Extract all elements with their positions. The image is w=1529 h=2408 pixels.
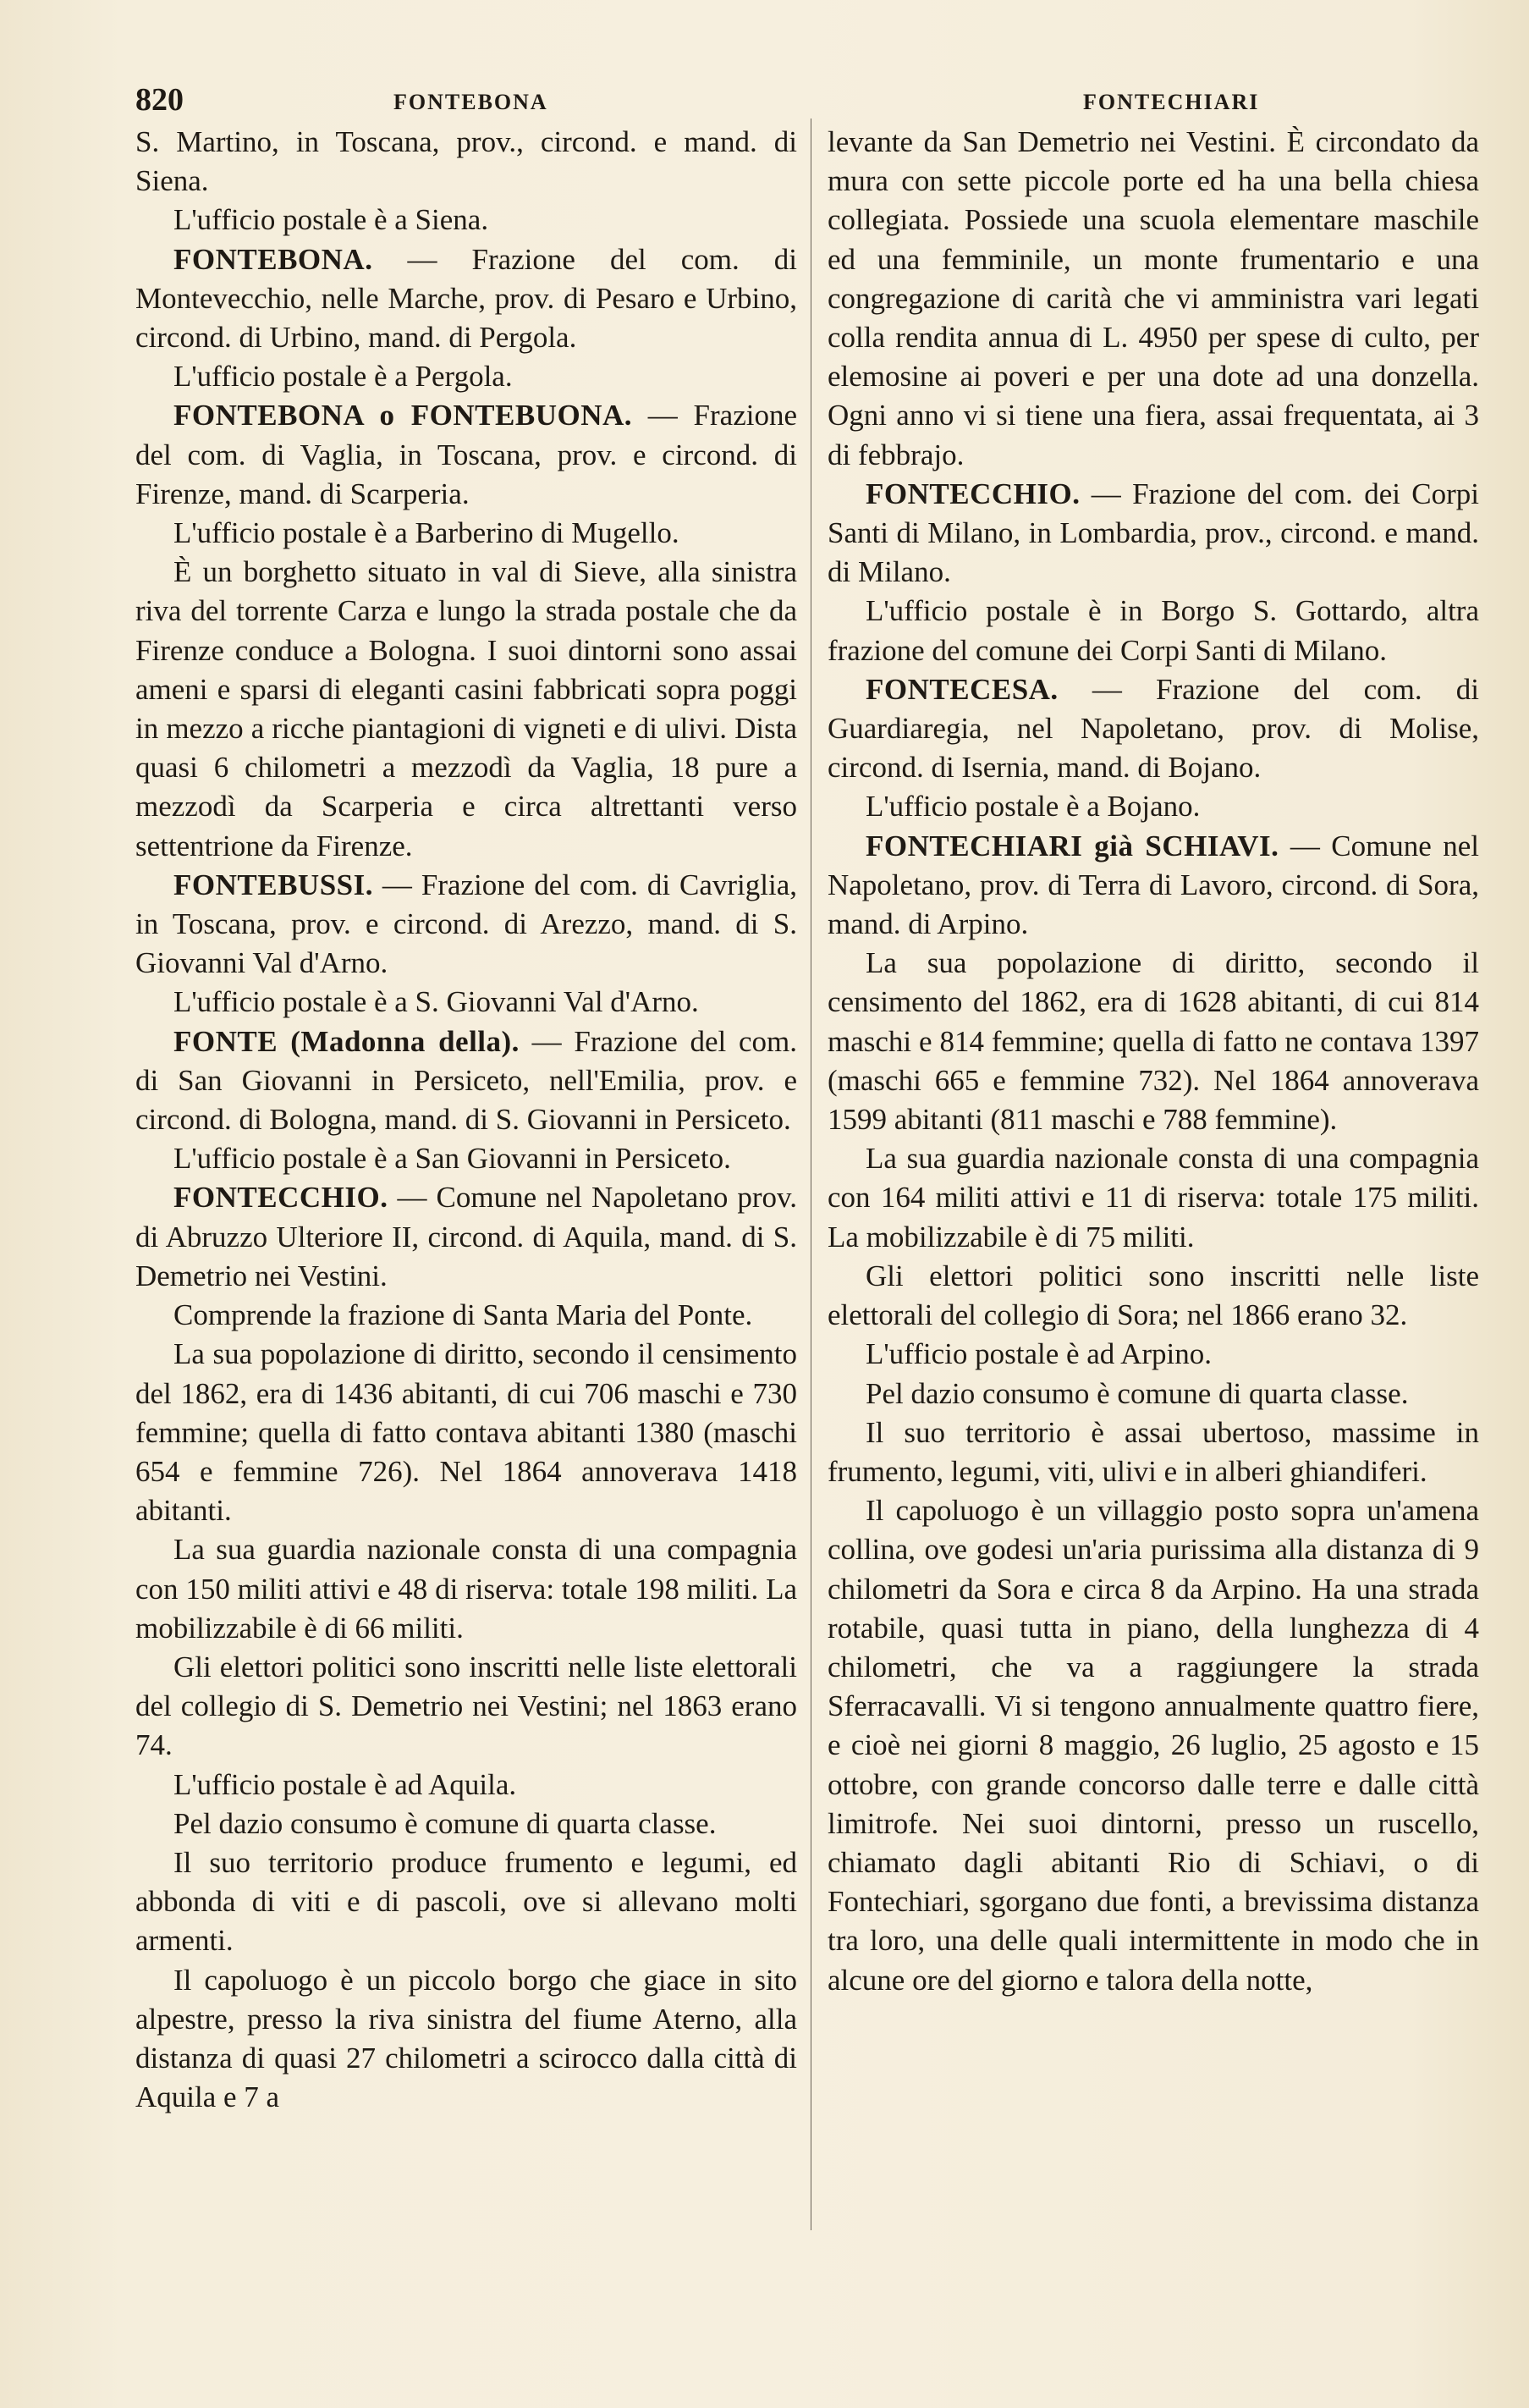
page-number: 820 [135, 82, 184, 118]
entry-paragraph [135, 1139, 797, 1178]
running-head [135, 81, 1481, 118]
entry-text: — Comune nel Napoletano prov. di Abruzzo Ulteriore II, circond. di Aquila, mand. di S. Demetrio nei Vestini. [135, 1181, 797, 1292]
entry-paragraph [135, 1843, 797, 1961]
entry-text: L'ufficio postale è a Pergola. [173, 360, 513, 394]
entry-paragraph [135, 1961, 797, 2118]
entry-text: — Comune nel Napoletano, prov. di Terra di Lavoro, circond. di Sora, mand. di Arpino. [828, 829, 1479, 941]
entry-text: Il suo territorio produce frumento e legumi, ed abbonda di viti e di pascoli, ove si allevano molti armenti. [135, 1845, 797, 1958]
entry-paragraph [828, 670, 1479, 788]
entry-headword: FONTECESA. [866, 672, 1059, 706]
entry-headword: FONTEBONA o FONTEBUONA. [173, 399, 633, 433]
entry-text: La sua guardia nazionale consta di una compagnia con 164 militi attivi e 11 di riserva: totale 175 militi. La mobilizzabile è di 75 militi. [828, 1142, 1479, 1254]
entry-paragraph [828, 1491, 1479, 2000]
entry-headword: FONTECCHIO. [866, 477, 1081, 510]
entry-paragraph [828, 1335, 1479, 1374]
entry-text: L'ufficio postale è ad Arpino. [866, 1337, 1213, 1371]
entry-text: L'ufficio postale è in Borgo S. Gottardo, altra frazione del comune dei Corpi Santi di Milano. [828, 594, 1479, 667]
entry-paragraph [135, 866, 797, 984]
left-running-head: FONTEBONA [393, 90, 548, 114]
entry-text: — Frazione del com. di Vaglia, in Toscana, prov. e circond. di Firenze, mand. di Scarperia. [135, 399, 797, 510]
entry-text: — Frazione del com. di Guardiaregia, nel Napoletano, prov. di Molise, circond. di Isernia, mand. di Bojano. [828, 672, 1479, 785]
entry-paragraph [828, 123, 1479, 475]
entry-text: La sua popolazione di diritto, secondo il censimento del 1862, era di 1628 abitanti, di cui 814 maschi e 814 femmine; quella di fatto ne contava 1397 (maschi 665 e femmine 732). Nel 1864 annoverava 1599 abitanti (811 maschi e 788 femmine). [828, 946, 1479, 1137]
entry-text: — Frazione del com. dei Corpi Santi di Milano, in Lombardia, prov., circond. e mand. di Milano. [828, 477, 1479, 589]
entry-text: Pel dazio consumo è comune di quarta classe. [173, 1806, 717, 1840]
entry-text: Il suo territorio è assai ubertoso, massime in frumento, legumi, viti, ulivi e in alberi ghiandiferi. [828, 1415, 1479, 1488]
entry-text: Il capoluogo è un piccolo borgo che giace in sito alpestre, presso la riva sinistra del fiume Aterno, alla distanza di quasi 27 chilometri a scirocco dalla città di Aquila e 7 a [135, 1963, 797, 2114]
entry-text: S. Martino, in Toscana, prov., circond. e mand. di Siena. [135, 125, 797, 198]
entry-paragraph [135, 983, 797, 1022]
entry-paragraph [828, 592, 1479, 670]
entry-paragraph [828, 475, 1479, 592]
entry-paragraph [828, 1139, 1479, 1257]
entry-paragraph [828, 1257, 1479, 1335]
entry-text: La sua popolazione di diritto, secondo il censimento del 1862, era di 1436 abitanti, di cui 706 maschi e 730 femmine; quella di fatto contava abitanti 1380 (maschi 654 e femmine 726). Nel 1864 annoverava 1418 abitanti. [135, 1337, 797, 1528]
entry-paragraph [135, 1335, 797, 1530]
left-column [135, 123, 797, 2117]
entry-paragraph [828, 944, 1479, 1139]
entry-text: Gli elettori politici sono inscritti nelle liste elettorali del collegio di Sora; nel 1866 erano 32. [828, 1259, 1479, 1332]
entry-text: — Frazione del com. di San Giovanni in Persiceto, nell'Emilia, prov. e circond. di Bologna, mand. di S. Giovanni in Persiceto. [135, 1024, 797, 1137]
entry-paragraph [135, 1530, 797, 1648]
entry-paragraph [135, 1296, 797, 1335]
entry-text: Il capoluogo è un villaggio posto sopra un'amena collina, ove godesi un'aria purissima alla distanza di 9 chilometri da Sora e circa 8 da Arpino. Ha una strada rotabile, quasi tutta in piano, della lunghezza di 4 chilometri, che va a raggiungere la strada Sferracavalli. Vi si tengono annualmente quattro fiere, e cioè nei giorni 8 maggio, 26 luglio, 25 agosto e 15 ottobre, con grande concorso dalle terre e dalle città limitrofe. Nei suoi dintorni, presso un ruscello, chiamato dagli abitanti Rio di Schiavi, o di Fontechiari, sgorgano due fonti, a brevissima distanza tra loro, una delle quali intermittente in modo che in alcune ore del giorno e talora della notte, [828, 1494, 1479, 1997]
entry-paragraph [135, 553, 797, 866]
entry-headword: FONTECCHIO. [173, 1181, 388, 1215]
entry-paragraph [135, 201, 797, 240]
entry-text: L'ufficio postale è a S. Giovanni Val d'Arno. [173, 985, 699, 1019]
entry-headword: FONTEBUSSI. [173, 868, 373, 901]
entry-headword: FONTEBONA. [173, 242, 373, 276]
entry-text: — Frazione del com. di Cavriglia, in Toscana, prov. e circond. di Arezzo, mand. di S. Giovanni Val d'Arno. [135, 868, 797, 980]
entry-paragraph [828, 1375, 1479, 1413]
entry-paragraph [135, 1805, 797, 1843]
right-running-head: FONTECHIARI [1083, 90, 1260, 114]
entry-headword: FONTECHIARI già SCHIAVI. [866, 829, 1279, 862]
entry-text: La sua guardia nazionale consta di una compagnia con 150 militi attivi e 48 di riserva: totale 198 militi. La mobilizzabile è di 66 militi. [135, 1533, 797, 1645]
entry-text: levante da San Demetrio nei Vestini. È circondato da mura con sette piccole porte ed ha una bella chiesa collegiata. Possiede una scuola elementare maschile ed una femminile, un monte frumentario e una congregazione di carità che vi amministra vari legati colla rendita annua di L. 4950 per spese di culto, per elemosine ai poveri e per una dote ad una donzella. Ogni anno vi si tiene una fiera, assai frequentata, ai 3 di febbrajo. [828, 125, 1479, 471]
entry-text: L'ufficio postale è a Bojano. [866, 790, 1201, 824]
entry-text: L'ufficio postale è a Siena. [173, 203, 489, 237]
right-column [828, 123, 1479, 2000]
entry-text: L'ufficio postale è a San Giovanni in Persiceto. [173, 1142, 731, 1176]
entry-text: L'ufficio postale è a Barberino di Mugello. [173, 516, 679, 550]
entry-paragraph [828, 827, 1479, 945]
entry-text: L'ufficio postale è ad Aquila. [173, 1767, 517, 1801]
entry-paragraph [135, 1648, 797, 1766]
entry-text: — Frazione del com. di Montevecchio, nelle Marche, prov. di Pesaro e Urbino, circond. di Urbino, mand. di Pergola. [135, 242, 797, 355]
entry-paragraph [135, 514, 797, 553]
entry-text: È un borghetto situato in val di Sieve, alla sinistra riva del torrente Carza e lungo la strada postale che da Firenze conduce a Bologna. I suoi dintorni sono assai ameni e sparsi di eleganti casini fabbricati sopra poggi in mezzo a ricche piantagioni di vigneti e di ulivi. Dista quasi 6 chilometri a mezzodì da Vaglia, 18 pure a mezzodì da Scarperia e circa altrettanti verso settentrione da Firenze. [135, 555, 797, 862]
entry-text: Pel dazio consumo è comune di quarta classe. [866, 1376, 1409, 1410]
entry-text: Comprende la frazione di Santa Maria del Ponte. [173, 1298, 753, 1332]
entry-paragraph [135, 396, 797, 514]
entry-paragraph [135, 1022, 797, 1140]
entry-headword: FONTE (Madonna della). [173, 1024, 520, 1058]
entry-paragraph [135, 357, 797, 396]
entry-paragraph [135, 1766, 797, 1805]
entry-text: Gli elettori politici sono inscritti nelle liste elettorali del collegio di S. Demetrio nei Vestini; nel 1863 erano 74. [135, 1650, 797, 1762]
entry-paragraph [828, 1413, 1479, 1491]
entry-paragraph [135, 240, 797, 358]
entry-paragraph [828, 787, 1479, 826]
entry-paragraph [135, 123, 797, 201]
entry-paragraph [135, 1178, 797, 1296]
